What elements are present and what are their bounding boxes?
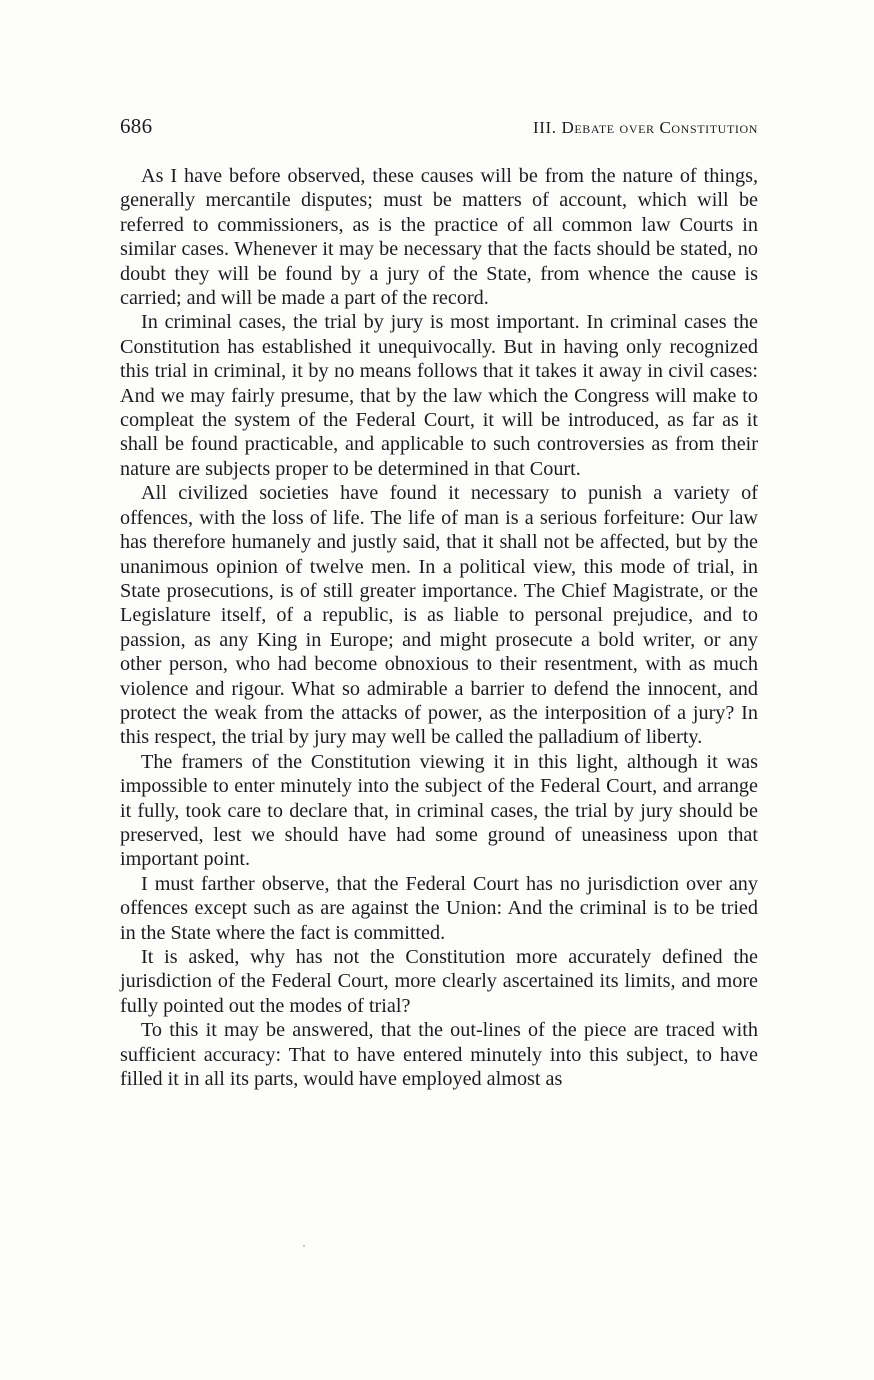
paragraph: I must farther observe, that the Federal Court has no jurisdiction over any offences except such as are against the Union: And the criminal is to be tried in the State where the fact is committed. [120,872,758,944]
section-title: III. Debate over Constitution [533,118,758,137]
paragraph: In criminal cases, the trial by jury is most important. In criminal cases the Constitution has established it unequivocally. But in having only recognized this trial in criminal, it by no means follows that it takes it away in civil cases: And we may fairly presume, that by the law which the Congress will make to compleat the system of the Federal Court, it will be introduced, as far as it shall be found practicable, and applicable to such controversies as from their nature are subjects proper to be determined in that Court. [120,311,758,480]
paragraph: As I have before observed, these causes will be from the nature of things, generally mercantile disputes; must be matters of account, which will be referred to commissioners, as is the practice of all common law Courts in similar cases. Whenever it may be necessary that the facts should be stated, no doubt they will be found by a jury of the State, from whence the cause is carried; and will be made a part of the record. [120,165,758,310]
page-number: 686 [120,114,153,138]
paragraph: To this it may be answered, that the out-lines of the piece are traced with sufficient accuracy: That to have entered minutely into this subject, to have filled it in all its parts, would have employed almost as [120,1019,758,1091]
paragraph: It is asked, why has not the Constitution more accurately defined the jurisdiction of the Federal Court, more clearly ascertained its limits, and more fully pointed out the modes of trial? [120,946,758,1017]
paragraph: The framers of the Constitution viewing it in this light, although it was impossible to enter minutely into the subject of the Federal Court, and arrange it fully, took care to declare that, in criminal cases, the trial by jury should be preserved, lest we should have had some ground of uneasiness upon that important point. [120,750,758,871]
running-head [120,114,758,144]
paper-speck [303,1245,305,1247]
paragraph: All civilized societies have found it necessary to punish a variety of offences, with the loss of life. The life of man is a serious forfeiture: Our law has therefore humanely and justly said, that it shall not be affected, but by the unanimous opinion of twelve men. In a political view, this mode of trial, in State prosecutions, is of still greater importance. The Chief Magistrate, or the Legislature itself, of a republic, is as liable to personal prejudice, and to passion, as any King in Europe; and might prosecute a bold writer, or any other person, who had become obnoxious to their resentment, with as much violence and rigour. What so admirable a barrier to defend the innocent, and protect the weak from the attacks of power, as the interposition of a jury? In this respect, the trial by jury may well be called the palladium of liberty. [120,482,758,749]
body-text [120,164,758,1091]
